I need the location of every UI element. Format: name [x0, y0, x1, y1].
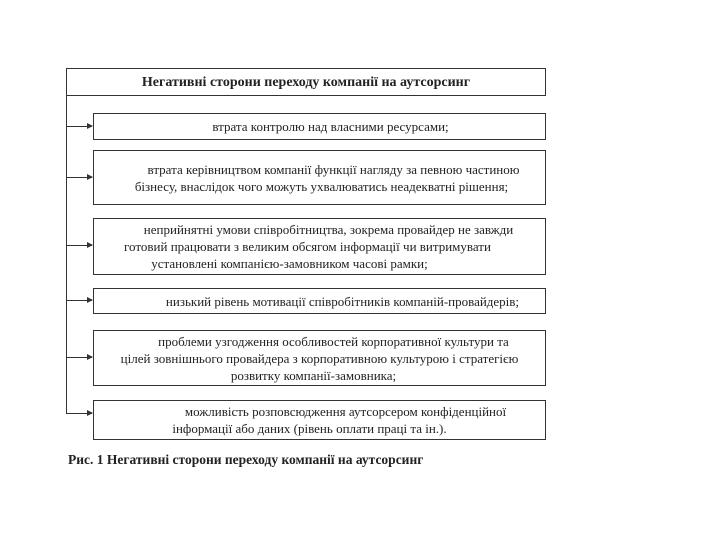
item-5-line-1: проблеми узгодження особливостей корпоративної культури та — [158, 333, 509, 349]
diagram-title-box — [66, 68, 546, 96]
figure-caption: Рис. 1 Негативні сторони переходу компанії на аутсорсинг — [68, 452, 424, 467]
arrow-3 — [66, 245, 92, 246]
item-6-line-2: інформації або даних (рівень оплати праці та ін.). — [172, 421, 447, 436]
item-box-3 — [93, 218, 546, 275]
item-box-6 — [93, 400, 546, 440]
arrow-1 — [66, 126, 92, 127]
item-3-line-3: установлені компанією-замовником часові рамки; — [151, 256, 428, 271]
item-6-line-1: можливість розповсюдження аутсорсером конфіденційної — [184, 404, 507, 419]
item-box-1 — [93, 113, 546, 140]
arrow-4 — [66, 300, 92, 301]
item-2-line-2: бізнесу, внаслідок чого можуть ухвалюватись неадекватні рішення; — [134, 178, 509, 194]
arrow-5 — [66, 357, 92, 358]
arrow-6 — [66, 413, 92, 414]
item-box-2 — [93, 150, 546, 205]
item-box-5 — [93, 330, 546, 386]
item-2-line-1: втрата керівництвом компанії функції нагляду за певною частиною — [147, 161, 520, 177]
item-box-4 — [93, 288, 546, 314]
item-3-line-1: неприйнятні умови співробітництва, зокрема провайдер не завжди — [143, 222, 514, 237]
connector-trunk — [66, 96, 67, 414]
item-5-line-2: цілей зовнішнього провайдера з корпоративною культурою і стратегією — [120, 350, 519, 366]
item-1-line-1: втрата контролю над власними ресурсами; — [212, 119, 449, 134]
item-4-line-1: низький рівень мотивації співробітників компаній-провайдерів; — [165, 293, 520, 309]
diagram-title: Негативні сторони переходу компанії на аутсорсинг — [141, 74, 471, 90]
item-3-line-2: готовий працювати з великим обсягом інформації чи витримувати — [124, 239, 491, 254]
arrow-2 — [66, 177, 92, 178]
item-5-line-3: розвитку компанії-замовника; — [230, 367, 397, 383]
